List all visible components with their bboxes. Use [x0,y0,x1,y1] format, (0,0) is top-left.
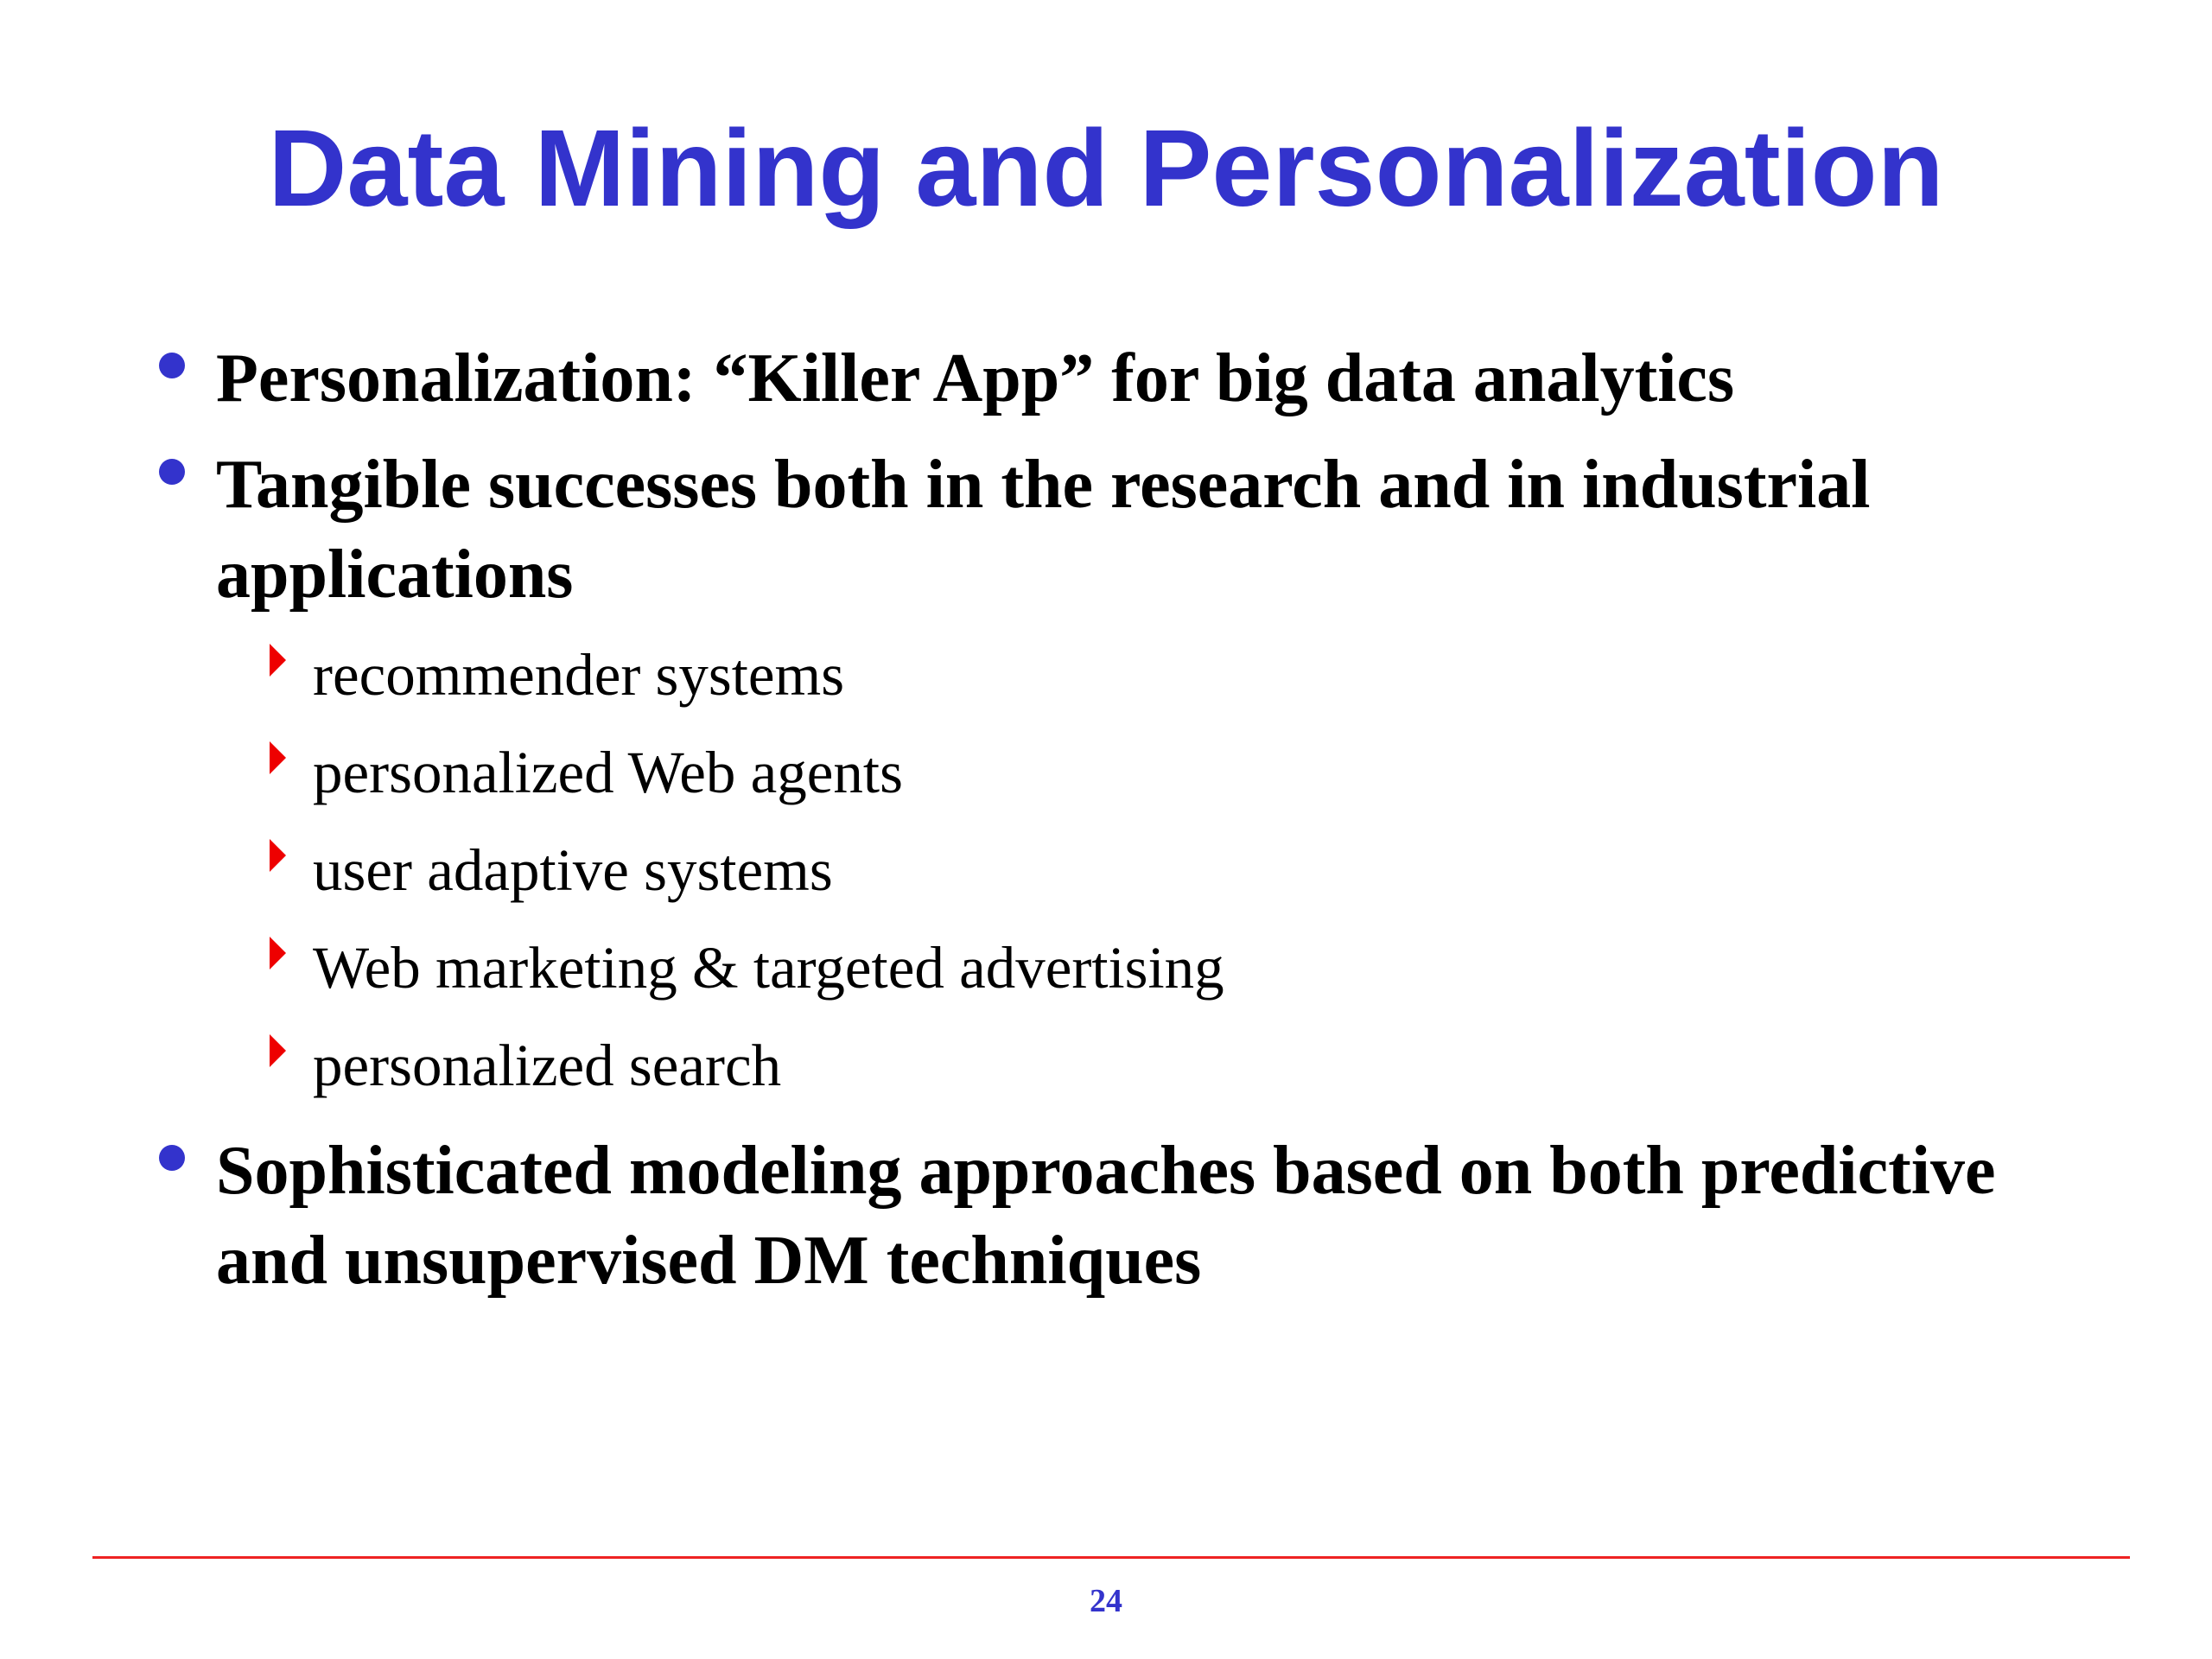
sub-bullet-item: user adaptive systems [313,837,833,903]
triangle-bullet-icon [270,839,286,872]
triangle-bullet-icon [270,937,286,969]
bullet-item: Sophisticated modeling approaches based on both predictive and unsupervised DM techniques [216,1133,1996,1299]
bullet-dot-icon [159,353,185,378]
bullet-dot-icon [159,459,185,485]
bullet-item: Tangible successes both in the research and in industrial applications [216,447,1871,613]
bullet-dot-icon [159,1145,185,1171]
sub-bullet-item: personalized Web agents [313,740,903,805]
triangle-bullet-icon [270,644,286,677]
triangle-bullet-icon [270,741,286,774]
bullet-item: Personalization: “Killer App” for big data analytics [216,340,1735,416]
sub-bullet-item: recommender systems [313,642,845,708]
slide-title: Data Mining and Personalization [268,107,1944,229]
triangle-bullet-icon [270,1034,286,1067]
sub-bullet-item: Web marketing & targeted advertising [313,935,1224,1001]
page-number: 24 [1090,1583,1122,1619]
footer-divider [92,1556,2130,1559]
sub-bullet-item: personalized search [313,1033,782,1098]
